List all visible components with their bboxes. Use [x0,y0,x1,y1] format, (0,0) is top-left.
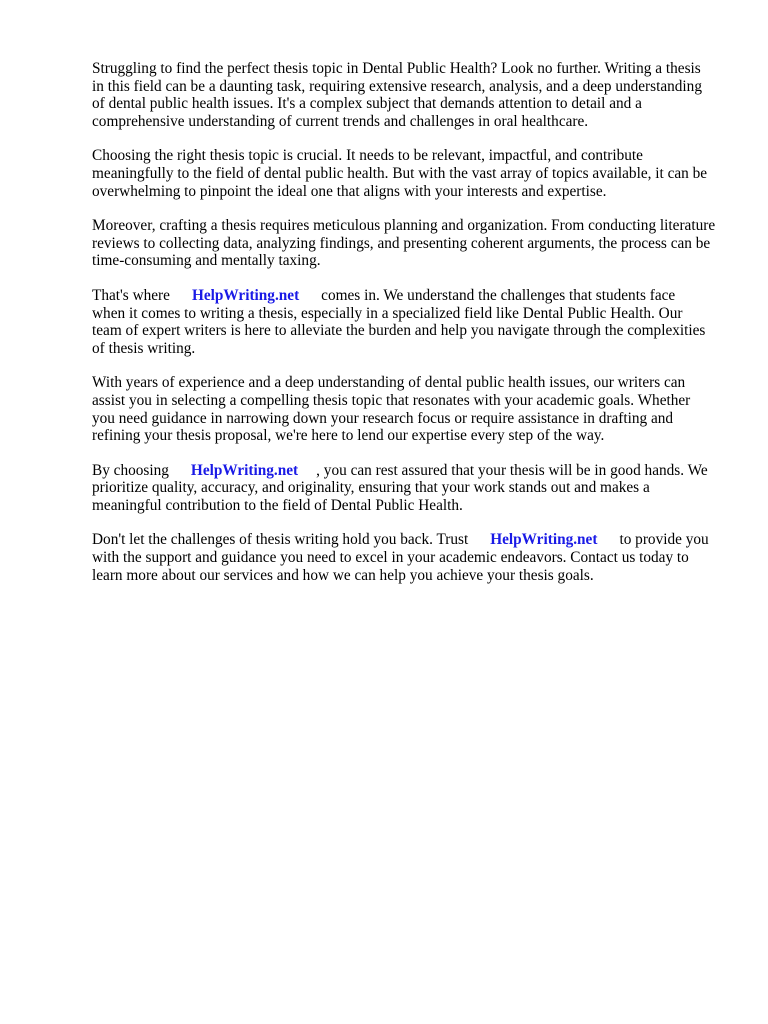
paragraph-choosing-topic [92,147,732,200]
helpwriting-link[interactable]: HelpWriting.net [191,286,300,304]
text-before-link: That's where [92,286,170,304]
document-page [92,60,732,601]
text-line: overwhelming to pinpoint the ideal one that aligns with your interests and expertise. [92,182,607,200]
text-line: of thesis writing. [92,339,196,357]
text-line: you need guidance in narrowing down your research focus or require assistance in drafting and [92,409,674,427]
paragraph-experience [92,374,732,444]
text-line: team of expert writers is here to alleviate the burden and help you navigate through the complexities [92,322,706,340]
text-line: refining your thesis proposal, we're here to lend our expertise every step of the way. [92,427,605,445]
text-line: reviews to collecting data, analyzing findings, and presenting coherent arguments, the process can be [92,234,711,252]
helpwriting-link[interactable]: HelpWriting.net [490,531,598,549]
text-line: With years of experience and a deep understanding of dental public health issues, our writers can [92,374,686,392]
text-line: meaningfully to the field of dental public health. But with the vast array of topics available, it can be [92,164,708,182]
text-line: with the support and guidance you need to excel in your academic endeavors. Contact us today to [92,549,689,567]
text-after-link: to provide you [619,531,709,549]
text-before-link: By choosing [92,461,169,479]
text-line: learn more about our services and how we can help you achieve your thesis goals. [92,566,594,584]
text-line: of dental public health issues. It's a complex subject that demands attention to detail and a [92,95,642,113]
text-line: assist you in selecting a compelling thesis topic that resonates with your academic goals. Whether [92,391,691,409]
paragraph-thats-where [92,287,732,357]
text-line: Struggling to find the perfect thesis topic in Dental Public Health? Look no further. Writing a thesis [92,60,701,77]
text-line: Choosing the right thesis topic is crucial. It needs to be relevant, impactful, and contribute [92,147,643,165]
helpwriting-link[interactable]: HelpWriting.net [190,461,299,479]
text-line: prioritize quality, accuracy, and originality, ensuring that your work stands out and makes a [92,479,650,497]
text-after-link: , you can rest assured that your thesis will be in good hands. We [316,461,708,479]
paragraph-by-choosing [92,462,732,515]
text-line: time-consuming and mentally taxing. [92,252,321,270]
text-line: Moreover, crafting a thesis requires meticulous planning and organization. From conducting literature [92,217,716,235]
text-line [92,287,732,305]
paragraph-crafting-thesis [92,217,732,270]
text-line [92,462,732,480]
text-line: comprehensive understanding of current trends and challenges in oral healthcare. [92,112,589,130]
text-line: when it comes to writing a thesis, especially in a specialized field like Dental Public Health. Our [92,304,683,322]
text-line: meaningful contribution to the field of Dental Public Health. [92,496,463,514]
text-before-link: Don't let the challenges of thesis writing hold you back. Trust [92,531,469,549]
paragraph-intro [92,60,732,130]
text-after-link: comes in. We understand the challenges that students face [321,286,676,304]
text-line [92,531,732,549]
paragraph-dont-let [92,531,732,584]
text-line: in this field can be a daunting task, requiring extensive research, analysis, and a deep understanding [92,77,702,95]
